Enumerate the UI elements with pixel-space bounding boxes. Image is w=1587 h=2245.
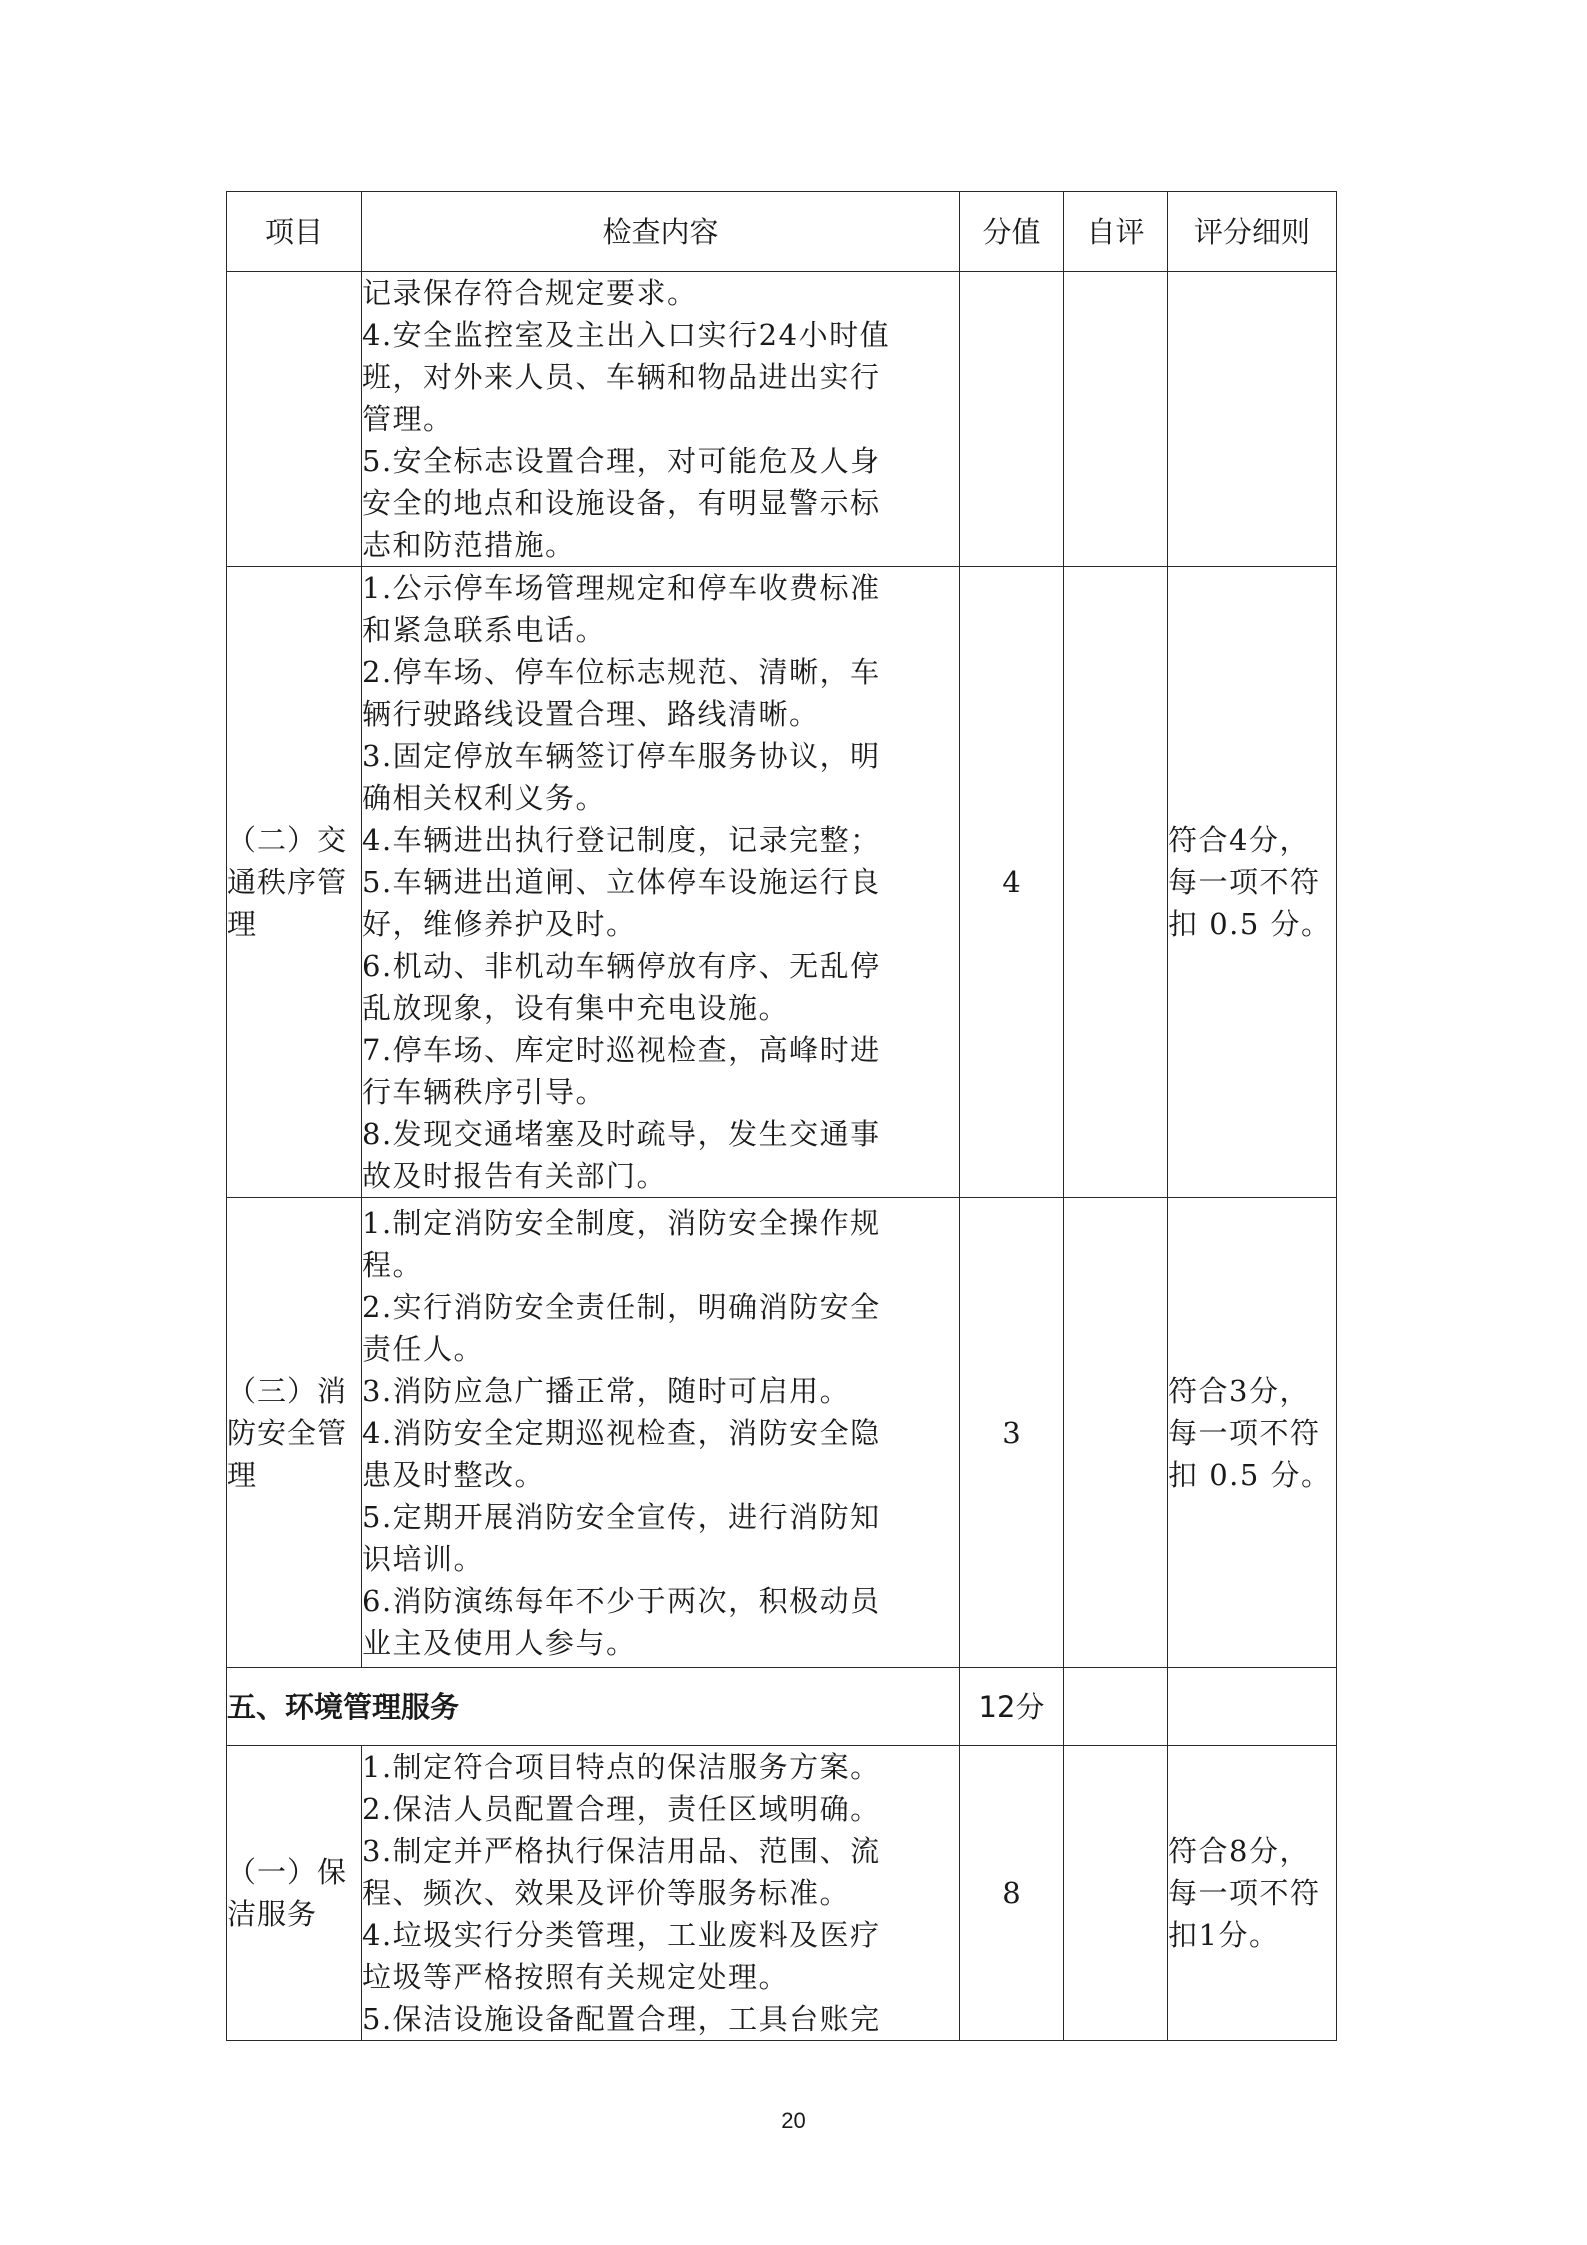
content-line: 2.保洁人员配置合理，责任区域明确。 [362, 1792, 881, 1826]
row-self-eval [1064, 272, 1168, 567]
row-rule [1168, 272, 1337, 567]
content-line: 程。 [362, 1247, 424, 1282]
row-content [362, 567, 960, 1198]
section-row [227, 1668, 1337, 1746]
content-line: 5.安全标志设置合理，对可能危及人身 [362, 444, 881, 478]
table-row [227, 1746, 1337, 2041]
content-line: 安全的地点和设施设备，有明显警示标 [362, 486, 881, 520]
row-score [960, 272, 1064, 567]
content-line: 管理。 [362, 402, 454, 436]
row-project: （一）保洁服务 [227, 1746, 362, 2041]
content-line: 和紧急联系电话。 [362, 613, 607, 647]
row-self-eval [1064, 1746, 1168, 2041]
content-line: 故及时报告有关部门。 [362, 1159, 668, 1193]
content-line: 7.停车场、库定时巡视检查，高峰时进 [362, 1033, 881, 1067]
row-rule: 符合4分，每一项不符扣 0.5 分。 [1168, 567, 1337, 1198]
content-line: 2.实行消防安全责任制，明确消防安全 [362, 1289, 881, 1324]
section-score: 12分 [960, 1668, 1064, 1746]
section-rule [1168, 1668, 1337, 1746]
page-number: 20 [781, 2108, 806, 2133]
content-line: 识培训。 [362, 1541, 485, 1576]
content-line: 5.保洁设施设备配置合理，工具台账完 [362, 2002, 881, 2036]
content-line: 3.制定并严格执行保洁用品、范围、流 [362, 1834, 881, 1868]
table-row [227, 1198, 1337, 1668]
content-line: 乱放现象，设有集中充电设施。 [362, 991, 790, 1025]
content-line: 患及时整改。 [362, 1457, 546, 1492]
content-line: 5.车辆进出道闸、立体停车设施运行良 [362, 865, 881, 899]
row-score: 3 [960, 1198, 1064, 1668]
row-project: （三）消防安全管理 [227, 1198, 362, 1668]
content-line: 6.机动、非机动车辆停放有序、无乱停 [362, 949, 881, 983]
content-line: 4.消防安全定期巡视检查，消防安全隐 [362, 1415, 881, 1450]
content-line: 2.停车场、停车位标志规范、清晰，车 [362, 655, 881, 689]
row-rule: 符合3分，每一项不符扣 0.5 分。 [1168, 1198, 1337, 1668]
inspection-table [226, 191, 1337, 2041]
content-line: 班，对外来人员、车辆和物品进出实行 [362, 360, 881, 394]
row-score: 4 [960, 567, 1064, 1198]
row-content [362, 1746, 960, 2041]
content-line: 4.安全监控室及主出入口实行24小时值 [362, 318, 891, 352]
header-project: 项目 [227, 192, 362, 272]
content-line: 4.车辆进出执行登记制度，记录完整； [362, 823, 881, 857]
header-content: 检查内容 [362, 192, 960, 272]
content-line: 6.消防演练每年不少于两次，积极动员 [362, 1583, 881, 1618]
content-line: 行车辆秩序引导。 [362, 1075, 607, 1109]
row-content [362, 272, 960, 567]
content-line: 5.定期开展消防安全宣传，进行消防知 [362, 1499, 881, 1534]
content-line: 4.垃圾实行分类管理，工业废料及医疗 [362, 1918, 881, 1952]
content-line: 辆行驶路线设置合理、路线清晰。 [362, 697, 820, 731]
row-project [227, 272, 362, 567]
row-project: （二）交通秩序管理 [227, 567, 362, 1198]
header-self-eval: 自评 [1064, 192, 1168, 272]
content-line: 1.制定消防安全制度，消防安全操作规 [362, 1205, 881, 1240]
header-score: 分值 [960, 192, 1064, 272]
row-self-eval [1064, 567, 1168, 1198]
section-title: 五、环境管理服务 [227, 1668, 960, 1746]
content-line: 业主及使用人参与。 [362, 1625, 637, 1660]
content-line: 3.固定停放车辆签订停车服务协议，明 [362, 739, 881, 773]
content-line: 记录保存符合规定要求。 [362, 276, 698, 310]
row-self-eval [1064, 1198, 1168, 1668]
content-line: 好，维修养护及时。 [362, 907, 637, 941]
content-line: 垃圾等严格按照有关规定处理。 [362, 1960, 790, 1994]
table-row [227, 567, 1337, 1198]
content-line: 3.消防应急广播正常，随时可启用。 [362, 1373, 851, 1408]
table-row [227, 272, 1337, 567]
row-content [362, 1198, 960, 1668]
content-line: 确相关权利义务。 [362, 781, 607, 815]
content-line: 8.发现交通堵塞及时疏导，发生交通事 [362, 1117, 881, 1151]
header-rules: 评分细则 [1168, 192, 1337, 272]
row-score: 8 [960, 1746, 1064, 2041]
section-self-eval [1064, 1668, 1168, 1746]
row-rule: 符合8分，每一项不符扣1分。 [1168, 1746, 1337, 2041]
content-line: 程、频次、效果及评价等服务标准。 [362, 1876, 851, 1910]
content-line: 1.公示停车场管理规定和停车收费标准 [362, 571, 881, 605]
table-header-row [227, 192, 1337, 272]
content-line: 1.制定符合项目特点的保洁服务方案。 [362, 1750, 881, 1784]
content-line: 责任人。 [362, 1331, 485, 1366]
content-line: 志和防范措施。 [362, 528, 576, 562]
